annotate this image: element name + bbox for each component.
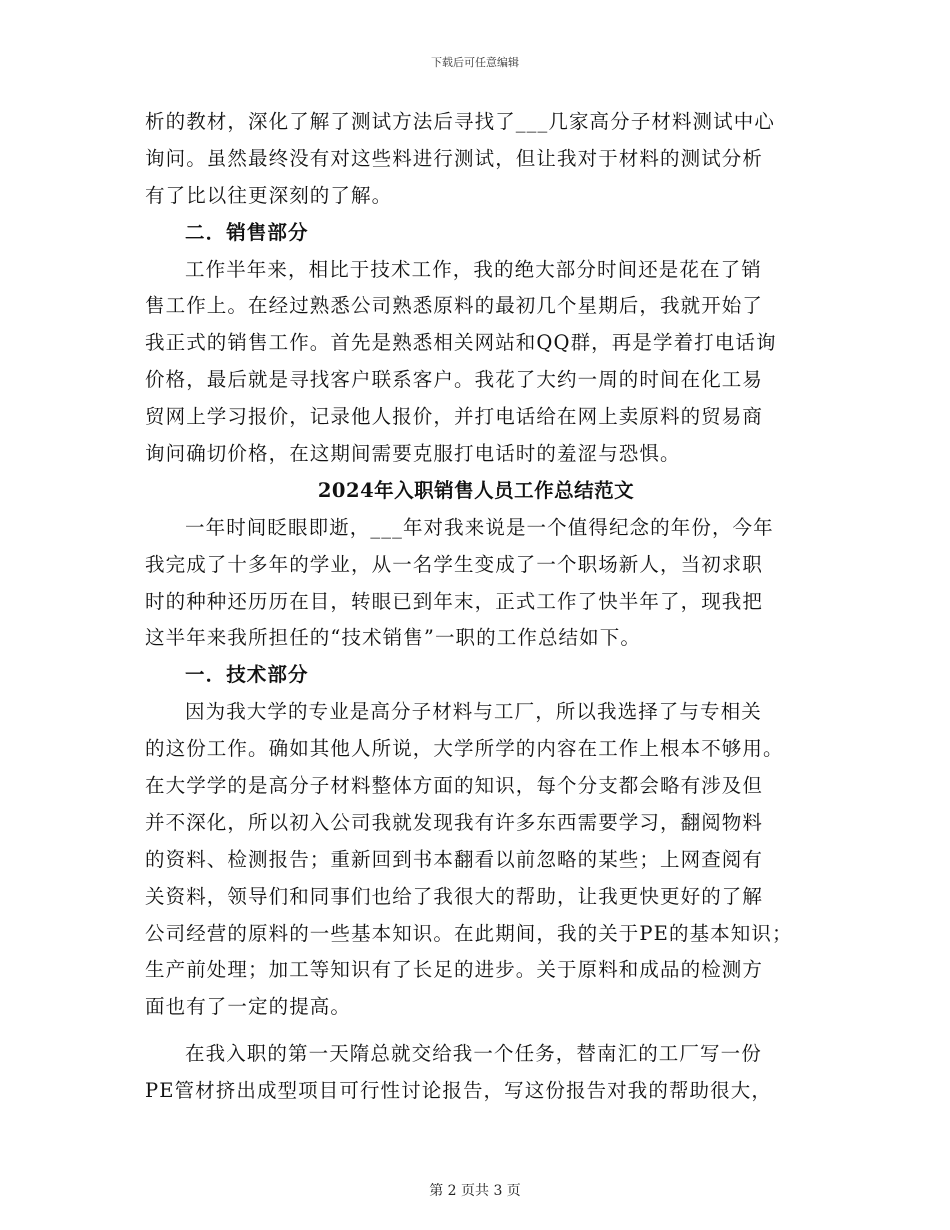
paragraph-line: 面也有了一定的提高。 bbox=[145, 995, 352, 1019]
paragraph-line: 在大学学的是高分子材料整体方面的知识，每个分支都会略有涉及但 bbox=[145, 774, 764, 798]
paragraph-line: 析的教材，深化了解了测试方法后寻找了___几家高分子材料测试中心 bbox=[145, 110, 775, 133]
section-heading-sales: 二．销售部分 bbox=[185, 220, 309, 244]
paragraph-line: 售工作上。在经过熟悉公司熟悉原料的最初几个星期后，我就开始了 bbox=[145, 294, 764, 318]
paragraph-line: 生产前处理；加工等知识有了长足的进步。关于原料和成品的检测方 bbox=[145, 958, 764, 982]
paragraph-line: 因为我大学的专业是高分子材料与工厂，所以我选择了与专相关 bbox=[185, 700, 762, 724]
paragraph-line: 一年时间眨眼即逝，___年对我来说是一个值得纪念的年份，今年 bbox=[185, 515, 774, 539]
section-heading-tech: 一．技术部分 bbox=[185, 663, 309, 687]
paragraph-line: 询问。虽然最终没有对这些料进行测试，但让我对于材料的测试分析 bbox=[145, 146, 764, 170]
paragraph-line: 关资料，领导们和同事们也给了我很大的帮助，让我更快更好的了解 bbox=[145, 884, 764, 908]
paragraph-line: 这半年来我所担任的“技术销售”一职的工作总结如下。 bbox=[145, 626, 641, 650]
paragraph-line: 价格，最后就是寻找客户联系客户。我花了大约一周的时间在化工易 bbox=[145, 368, 764, 392]
paragraph-gap bbox=[145, 1026, 807, 1036]
paragraph-line: 询问确切价格，在这期间需要克服打电话时的羞涩与恐惧。 bbox=[145, 442, 681, 466]
page-header-note: 下载后可任意编辑 bbox=[431, 56, 519, 69]
document-body bbox=[145, 104, 807, 1110]
page-number: 第 2 页共 3 页 bbox=[429, 1183, 521, 1199]
paragraph-line: 的资料、检测报告；重新回到书本翻看以前忽略的某些；上网查阅有 bbox=[145, 847, 764, 871]
paragraph-line: 在我入职的第一天隋总就交给我一个任务，替南汇的工厂写一份 bbox=[185, 1042, 762, 1066]
paragraph-line: 公司经营的原料的一些基本知识。在此期间，我的关于PE的基本知识； bbox=[145, 921, 793, 945]
paragraph-line: 时的种种还历历在目，转眼已到年末，正式工作了快半年了，现我把 bbox=[145, 589, 764, 613]
document-title: 2024年入职销售人员工作总结范文 bbox=[317, 478, 635, 502]
paragraph-line: 我完成了十多年的学业，从一名学生变成了一个职场新人，当初求职 bbox=[145, 552, 764, 576]
paragraph-line: 有了比以往更深刻的了解。 bbox=[145, 183, 393, 207]
paragraph-line: 贸网上学习报价，记录他人报价，并打电话给在网上卖原料的贸易商 bbox=[145, 405, 764, 429]
paragraph-line: 我正式的销售工作。首先是熟悉相关网站和QQ群，再是学着打电话询 bbox=[145, 331, 777, 355]
paragraph-line: 的这份工作。确如其他人所说，大学所学的内容在工作上根本不够用。 bbox=[145, 737, 784, 761]
paragraph-line: 工作半年来，相比于技术工作，我的绝大部分时间还是花在了销 bbox=[185, 257, 762, 281]
paragraph-line: 并不深化，所以初入公司我就发现我有许多东西需要学习，翻阅物料 bbox=[145, 810, 764, 834]
paragraph-line: PE管材挤出成型项目可行性讨论报告，写这份报告对我的帮助很大， bbox=[145, 1079, 772, 1103]
